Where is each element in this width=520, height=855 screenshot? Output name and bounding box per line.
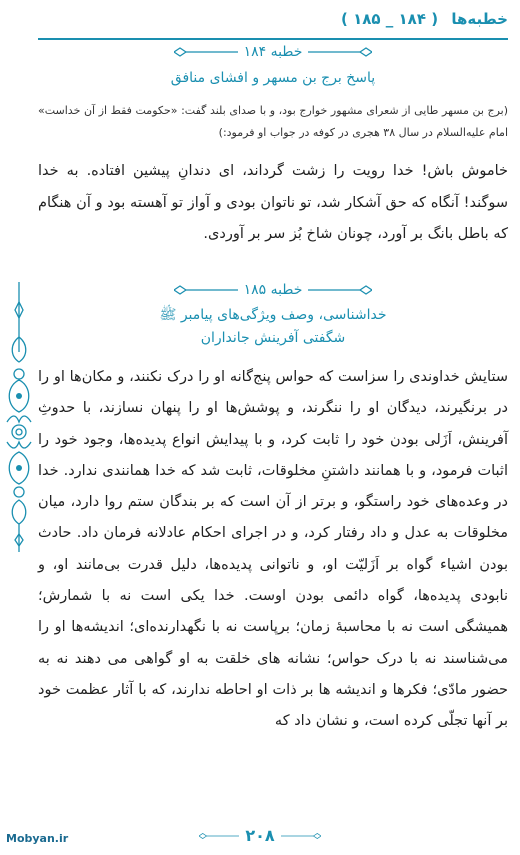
page-footer: [0, 826, 520, 845]
sermon-185-label: خطبه ۱۸۵: [243, 282, 303, 298]
ornament-left-icon: [174, 47, 238, 57]
sermon-184-body: خاموش باش! خدا رویت را زشت گرداند، ای دندانِ پیشین افتاده. به خدا سوگند! آنگاه که حق آشکار شد، تو ناتوان بودی و آواز تو آهسته بود و آن هنگام که باطل بانگ بر آورد، چونان شاخ بُز سر بر آوردی.: [38, 163, 508, 242]
sermon-184-heading: [38, 44, 508, 60]
sermon-185-heading: [38, 282, 508, 298]
sermon-184-intro: (برج بن مسهر طایی از شعرای مشهور خوارج بود، و با صدای بلند گفت: «حکومت فقط از آن خداست» امام علیه‌السلام در سال ۳۸ هجری در کوفه در جواب او فرمود:): [38, 104, 508, 139]
header-rule: [38, 38, 508, 40]
running-header: [38, 10, 508, 28]
header-title: خطبه‌ها: [451, 10, 508, 28]
sermon-185-body: ستایش خداوندی را سزاست که حواس پنج‌گانه او را درک نکنند، و مکان‌ها او را در برنگیرند، دیدگان او را ننگرند، و پوشش‌ها او را پنهان نسازند، با حدوثِ آفرینش، اَزَلی بودن خود را ثابت کرد، و با پیدایش انواع پدیده‌ها، وجود خود را اثبات فرمود، و با همانند داشتنِ مخلوقات، ثابت شد که خدا همانندی ندارد. خدا در وعده‌های خود راستگو، و برتر از آن است که بر بندگان ستم روا دارد، میان مخلوقات به عدل و داد رفتار کرد، و در اجرای احکام عادلانه فرمان داد. حادث بودن اشیاء گواه بر اَزَلیّت او، و ناتوانی پدیده‌ها، دلیل قدرت بی‌مانند او، و نابودی پدیده‌ها، گواه دائمی بودن اوست. خدا یکی است نه با شمارش؛ همیشگی است نه با محاسبهٔ زمان؛ برپاست نه با نگهدارنده‌ای؛ اندیشه‌ها او را می‌شناسند نه با درک حواس؛ نشانه های خلقت به او گواهی می دهند نه به حضور مادّی؛ فکرها و اندیشه ها بر ذات او احاطه ندارند، که با آثار عظمت خود بر آنها تجلّی کرده است، و نشان داد که: [38, 369, 508, 730]
ornament-left-icon: [199, 831, 239, 841]
ornament-right-icon: [281, 831, 321, 841]
margin-ornament-icon: [4, 282, 34, 552]
sermon-184-subtitle: پاسخ برج بن مسهر و افشای منافق: [170, 70, 376, 86]
sermon-184-label: خطبه ۱۸۴: [243, 44, 303, 60]
ornament-right-icon: [308, 285, 372, 295]
header-range: ( ۱۸۴ _ ۱۸۵ ): [341, 10, 439, 28]
watermark: Mobyan.ir: [6, 832, 69, 845]
ornament-left-icon: [174, 285, 238, 295]
page-number: ۲۰۸: [245, 826, 275, 845]
sermon-185-subtitle-2: شگفتی آفرینش جانداران: [200, 330, 346, 346]
sermon-185-subtitle-1: خداشناسی، وصف ویژگی‌های پیامبر ﷺ: [159, 307, 387, 323]
ornament-right-icon: [308, 47, 372, 57]
